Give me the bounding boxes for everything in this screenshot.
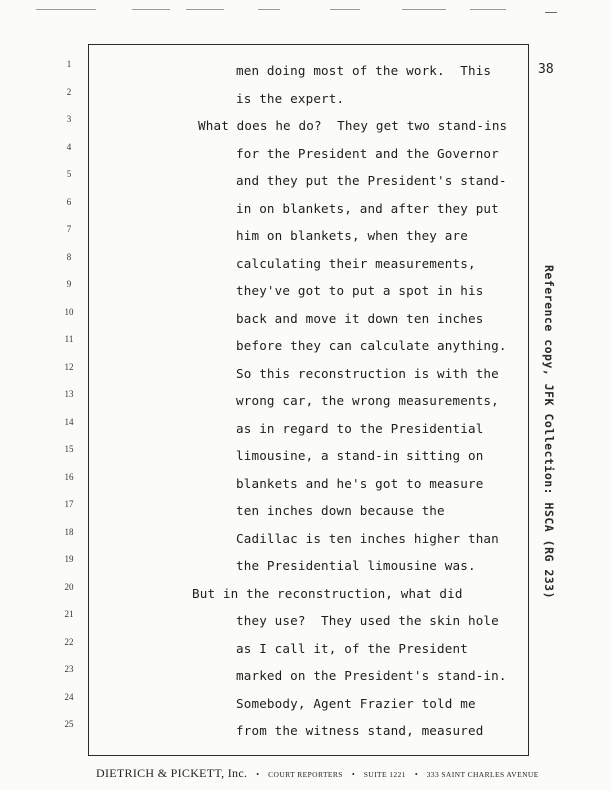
scan-mark <box>258 9 280 10</box>
transcript-line: they use? They used the skin hole <box>236 613 499 628</box>
footer-address: 333 SAINT CHARLES AVENUE <box>426 770 539 779</box>
footer-service: COURT REPORTERS <box>268 770 343 779</box>
line-number: 23 <box>64 664 74 674</box>
line-number: 15 <box>64 444 74 454</box>
line-number: 10 <box>64 306 74 317</box>
line-number: 18 <box>64 526 74 537</box>
transcript-line: Somebody, Agent Frazier told me <box>236 695 476 711</box>
transcript-line: they've got to put a spot in his <box>236 283 484 298</box>
line-number: 4 <box>66 141 72 152</box>
line-number: 13 <box>64 389 74 399</box>
transcript-line: and they put the President's stand- <box>236 173 507 188</box>
line-number: 14 <box>64 416 74 427</box>
transcript-line: wrong car, the wrong measurements, <box>236 393 499 408</box>
transcript-line: marked on the President's stand-in. <box>236 668 507 683</box>
transcript-line: Cadillac is ten inches higher than <box>236 530 499 546</box>
transcript-line: in on blankets, and after they put <box>236 200 499 216</box>
archive-stamp: Reference copy, JFK Collection: HSCA (RG 233) <box>542 264 556 600</box>
line-number: 2 <box>66 86 72 97</box>
line-number: 17 <box>64 499 74 509</box>
scan-mark <box>402 9 446 10</box>
scan-mark <box>186 9 224 10</box>
scan-mark <box>545 12 557 13</box>
scan-mark <box>36 9 96 10</box>
line-number: 19 <box>64 554 74 564</box>
transcript-line: But in the reconstruction, what did <box>192 585 463 601</box>
transcript-line: blankets and he's got to measure <box>236 475 484 491</box>
transcript-line: before they can calculate anything. <box>236 338 507 353</box>
line-number: 20 <box>64 581 74 592</box>
line-number: 1 <box>66 59 72 69</box>
transcript-line: limousine, a stand-in sitting on <box>236 448 484 463</box>
line-number: 12 <box>64 361 74 372</box>
footer <box>96 764 539 782</box>
line-number: 3 <box>66 114 72 124</box>
line-number: 7 <box>66 224 72 234</box>
transcript-line: What does he do? They get two stand-ins <box>198 118 508 133</box>
footer-firm: DIETRICH & PICKETT, Inc. <box>96 766 248 780</box>
line-number: 21 <box>64 609 74 619</box>
line-number: 22 <box>64 636 74 647</box>
footer-suite: SUITE 1221 <box>363 770 406 779</box>
scan-mark <box>132 9 170 10</box>
line-number: 5 <box>66 169 72 179</box>
scan-mark <box>330 9 360 10</box>
transcript-line: for the President and the Governor <box>236 145 499 161</box>
transcript-line: ten inches down because the <box>236 503 445 518</box>
line-number: 24 <box>64 691 74 702</box>
line-number: 11 <box>64 334 74 344</box>
scan-mark <box>470 9 506 10</box>
transcript-line: from the witness stand, measured <box>236 723 484 738</box>
footer-separator: • <box>414 770 418 779</box>
transcript-line: back and move it down ten inches <box>236 310 484 326</box>
line-number: 9 <box>66 279 72 289</box>
footer-separator: • <box>256 770 260 779</box>
transcript-line: is the expert. <box>236 90 345 106</box>
transcript-line: the Presidential limousine was. <box>236 558 476 573</box>
transcript-line: men doing most of the work. This <box>236 63 492 78</box>
footer-separator: • <box>351 770 355 779</box>
transcript-line: as I call it, of the President <box>236 640 468 656</box>
line-number: 8 <box>66 251 72 262</box>
line-number: 25 <box>64 719 74 729</box>
transcript-line: him on blankets, when they are <box>236 228 468 243</box>
page-number: 38 <box>538 62 554 77</box>
transcript-line: as in regard to the Presidential <box>236 420 484 436</box>
line-number: 6 <box>66 196 72 207</box>
line-number: 16 <box>64 471 74 482</box>
transcript-line: So this reconstruction is with the <box>236 365 499 381</box>
transcript-line: calculating their measurements, <box>236 255 476 271</box>
